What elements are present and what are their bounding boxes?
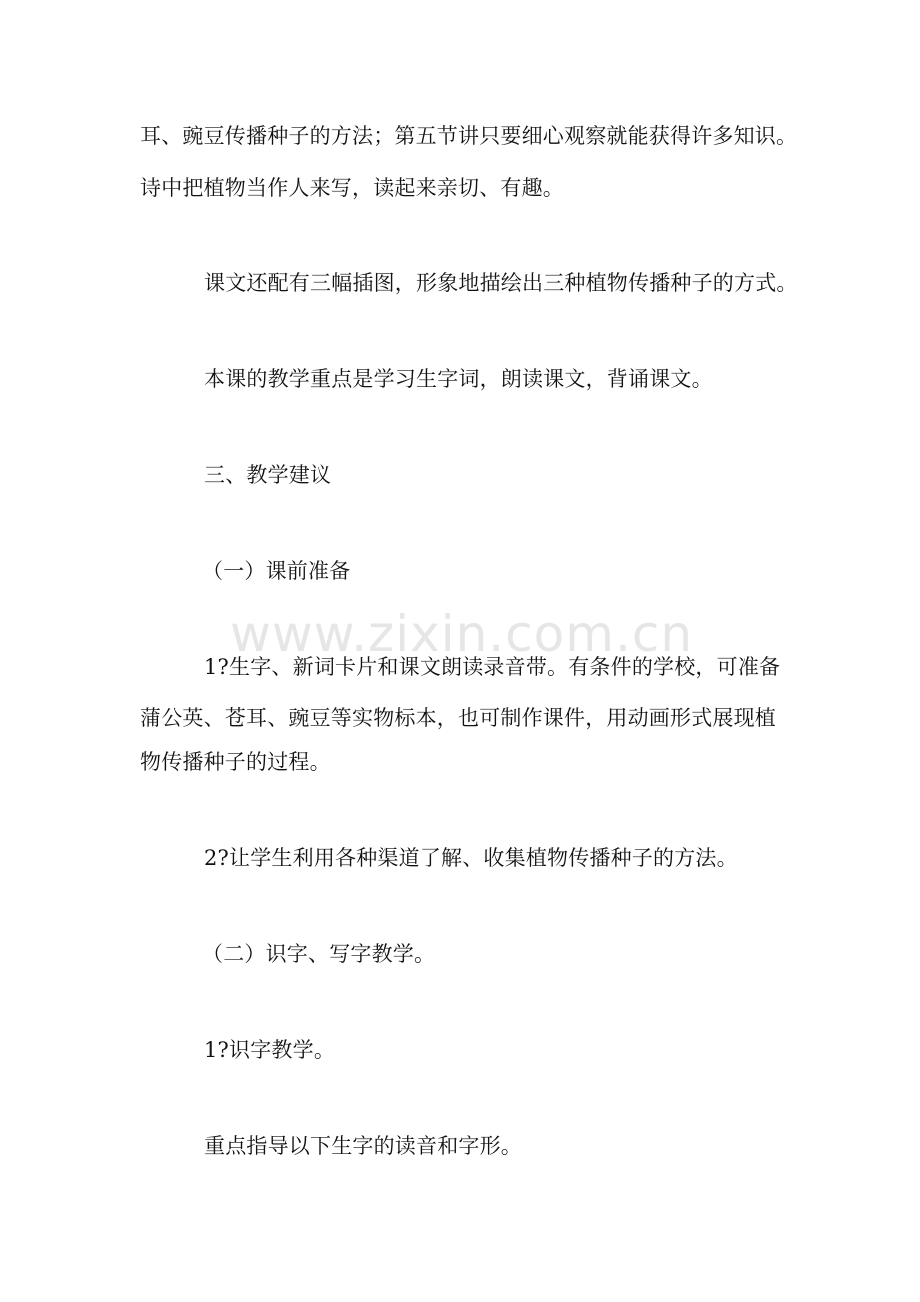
paragraph: 课文还配有三幅插图，形象地描绘出三种植物传播种子的方式。 xyxy=(204,271,798,295)
paragraph: 2?让学生利用各种渠道了解、收集植物传播种子的方法。 xyxy=(204,846,738,870)
paragraph: 1?识字教学。 xyxy=(204,1038,336,1062)
paragraph: 重点指导以下生字的读音和字形。 xyxy=(204,1134,522,1158)
paragraph-line: 蒲公英、苍耳、豌豆等实物标本，也可制作课件，用动画形式展现植 xyxy=(140,706,776,730)
subsection-heading: （二）识字、写字教学。 xyxy=(202,942,436,966)
watermark: www.zixin.com.cn xyxy=(230,605,694,663)
section-heading: 三、教学建议 xyxy=(204,463,332,487)
paragraph: 本课的教学重点是学习生字词，朗读课文，背诵课文。 xyxy=(204,367,713,391)
subsection-heading: （一）课前准备 xyxy=(202,559,351,583)
paragraph-line: 诗中把植物当作人来写，读起来亲切、有趣。 xyxy=(140,176,564,200)
paragraph-line: 耳、豌豆传播种子的方法；第五节讲只要细心观察就能获得许多知识。 xyxy=(140,124,798,148)
paragraph-line: 物传播种子的过程。 xyxy=(140,750,331,774)
paragraph-line: 1?生字、新词卡片和课文朗读录音带。有条件的学校，可准备 xyxy=(204,655,781,679)
